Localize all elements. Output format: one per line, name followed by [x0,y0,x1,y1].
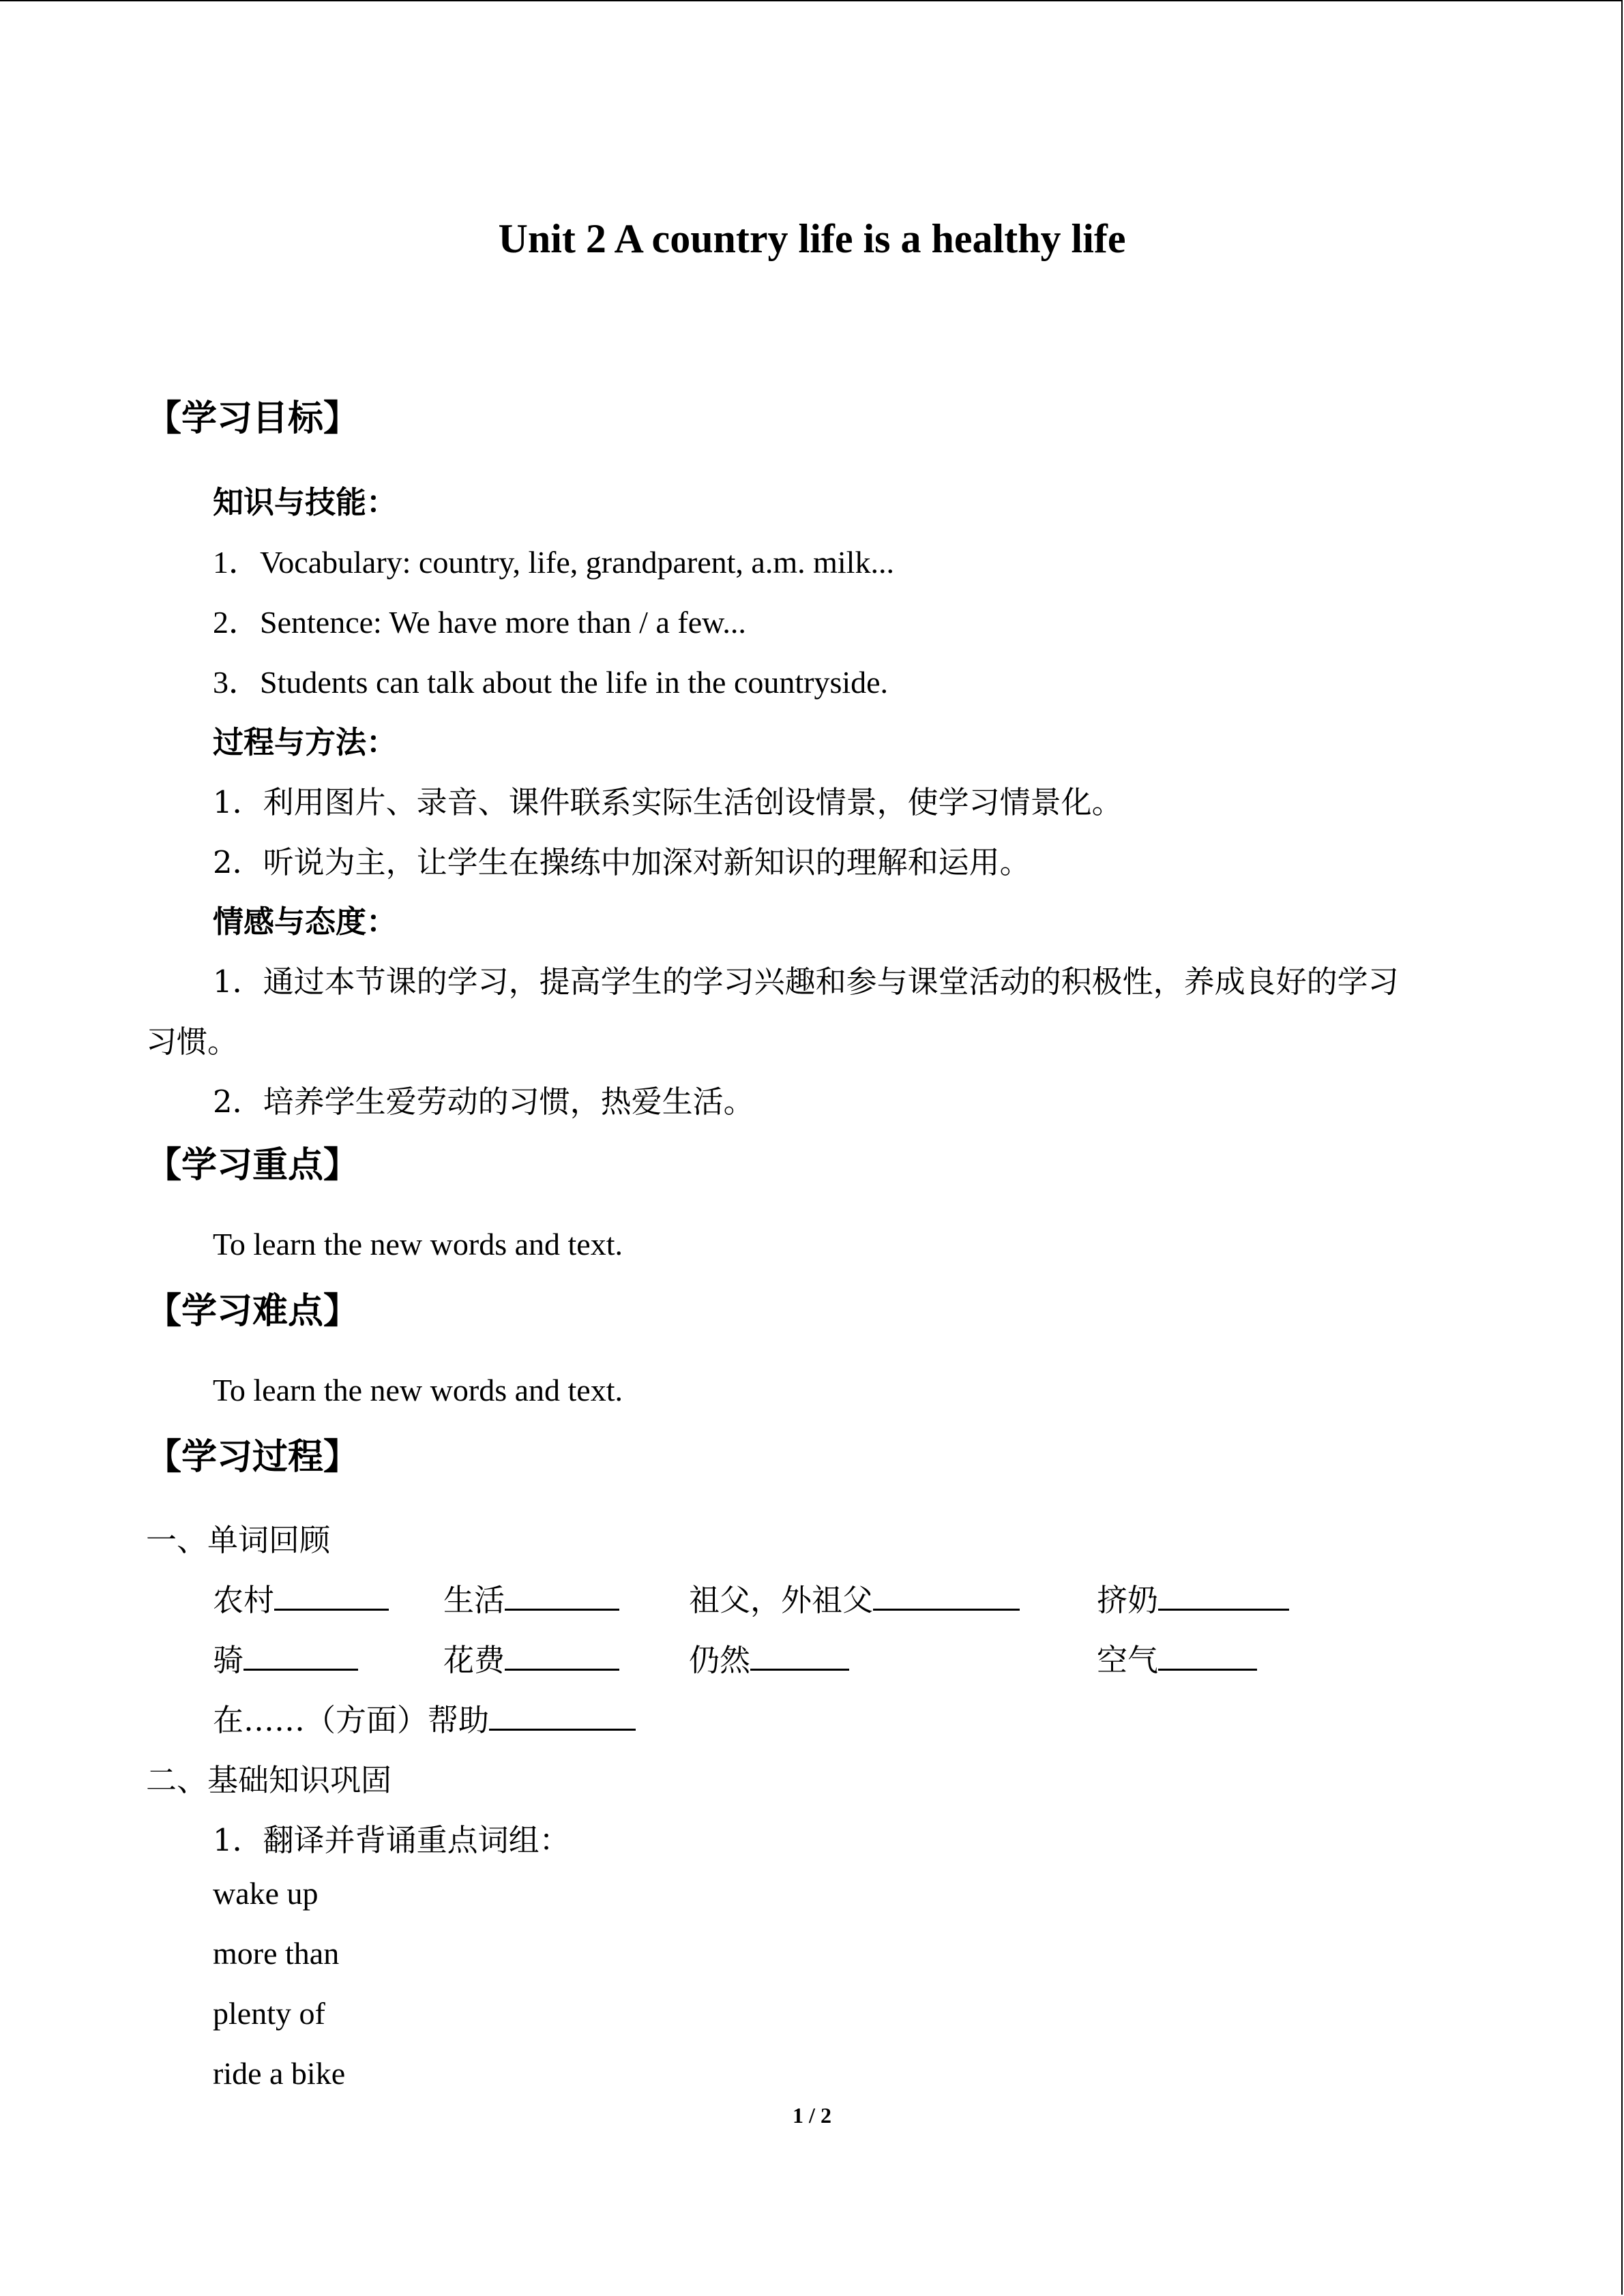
section2-label: 二、基础知识巩固 [146,1762,392,1798]
phrase-item: ride a bike [213,2056,346,2091]
section1-label: 一、单词回顾 [146,1522,331,1558]
emotion-item-2: 2．培养学生爱劳动的习惯，热爱生活。 [213,1084,754,1120]
word-item: 生活 [443,1575,619,1620]
emotion-item-1: 1．通过本节课的学习，提高学生的学习兴趣和参与课堂活动的积极性，养成良好的学习 [213,964,1399,1000]
answer-blank[interactable] [505,1641,619,1671]
page-number: 1 / 2 [793,2103,831,2128]
process-method-item-1: 1．利用图片、录音、课件联系实际生活创设情景，使学习情景化。 [213,784,1123,820]
word-item: 空气 [1097,1635,1257,1680]
objectives-heading: 【学习目标】 [146,398,359,439]
key-points-text: To learn the new words and text. [213,1227,623,1262]
answer-blank[interactable] [1158,1581,1289,1611]
word-item: 仍然 [689,1635,849,1680]
phrase-item: wake up [213,1876,319,1911]
process-heading: 【学习过程】 [146,1436,359,1478]
answer-blank[interactable] [750,1641,849,1671]
knowledge-item-1: 1．Vocabulary: country, life, grandparent, a.m. milk... [213,545,894,580]
answer-blank[interactable] [1158,1641,1257,1671]
word-item: 祖父，外祖父 [689,1575,1020,1620]
answer-blank[interactable] [243,1641,358,1671]
knowledge-item-2: 2．Sentence: We have more than / a few... [213,605,746,640]
answer-blank[interactable] [873,1581,1020,1611]
key-points-heading: 【学习重点】 [146,1144,359,1186]
knowledge-label: 知识与技能： [213,484,398,520]
emotion-item-1-cont: 习惯。 [146,1024,239,1060]
word-item: 骑 [213,1635,358,1680]
section2-task: 1．翻译并背诵重点词组： [213,1822,570,1858]
answer-blank[interactable] [489,1701,636,1731]
word-item: 挤奶 [1097,1575,1289,1620]
phrase-item: more than [213,1936,340,1971]
answer-blank[interactable] [505,1581,619,1611]
answer-blank[interactable] [274,1581,389,1611]
word-item: 花费 [443,1635,619,1680]
phrase-item: plenty of [213,1996,325,2031]
knowledge-item-3: 3．Students can talk about the life in the countryside. [213,665,889,700]
emotion-label: 情感与态度： [213,904,398,940]
word-item: 在……（方面）帮助 [213,1695,636,1740]
process-method-label: 过程与方法： [213,724,398,760]
difficulties-heading: 【学习难点】 [146,1290,359,1332]
document-title: Unit 2 A country life is a healthy life [498,216,1126,261]
word-item: 农村 [213,1575,389,1620]
process-method-item-2: 2．听说为主，让学生在操练中加深对新知识的理解和运用。 [213,844,1031,880]
difficulties-text: To learn the new words and text. [213,1373,623,1407]
